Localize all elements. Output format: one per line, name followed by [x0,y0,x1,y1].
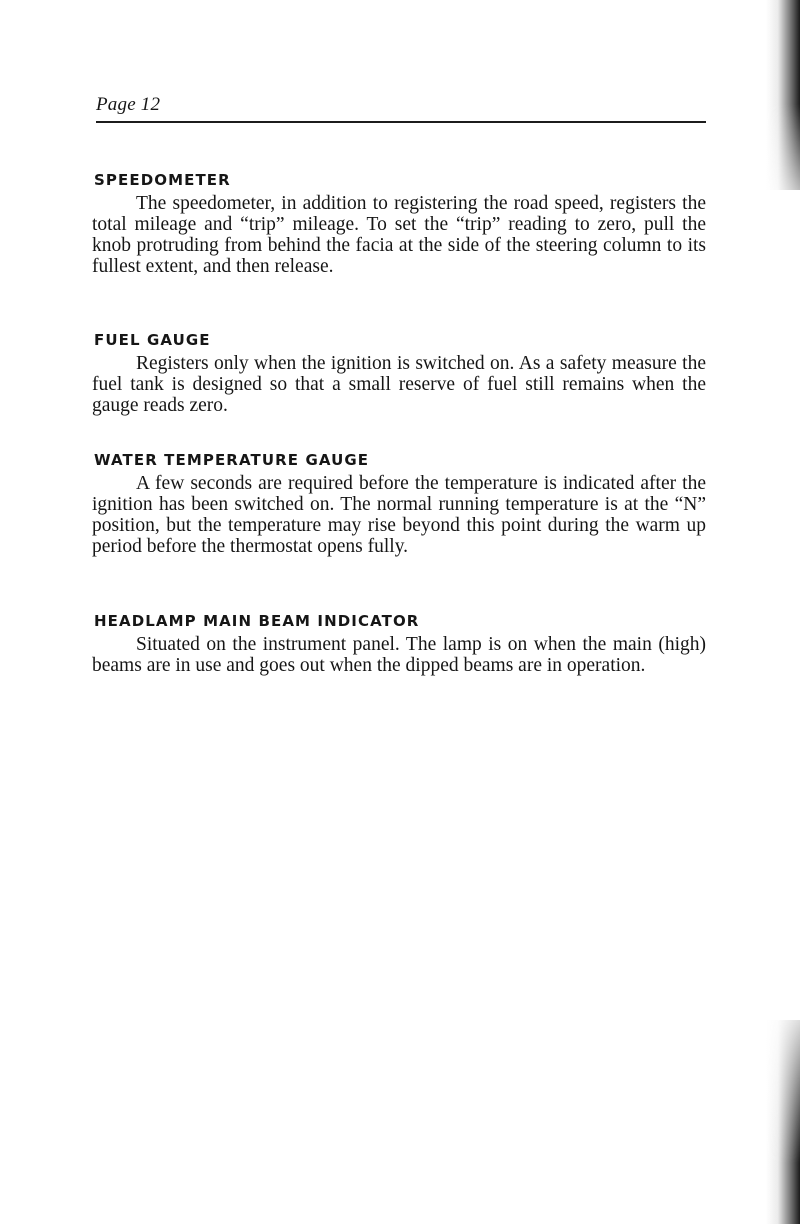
section-body: The speedometer, in addition to registering the road speed, registers the total mileage and “trip” mileage. To set the “trip” reading to zero, pull the knob protruding from behind the facia at the side of the steering column to its fullest extent, and then release. [92,193,706,277]
section-body: Situated on the instrument panel. The lamp is on when the main (high) beams are in use and goes out when the dipped beams are in operation. [92,634,706,676]
section-body: A few seconds are required before the temperature is indicated after the ignition has been switched on. The normal running temperature is at the “N” position, but the temperature may rise beyond this point during the warm up period before the thermostat opens fully. [92,473,706,557]
section-body: Registers only when the ignition is switched on. As a safety measure the fuel tank is designed so that a small reserve of fuel still remains when the gauge reads zero. [92,353,706,416]
section-speedometer [92,171,706,277]
section-water-temperature-gauge [92,451,706,557]
section-fuel-gauge [92,331,706,416]
section-heading: FUEL GAUGE [94,331,211,349]
page-header [96,94,706,116]
section-heading: SPEEDOMETER [94,171,231,189]
header-rule [96,121,706,123]
scan-edge-shadow-top [766,0,800,190]
section-heading: HEADLAMP MAIN BEAM INDICATOR [94,612,420,630]
section-heading: WATER TEMPERATURE GAUGE [94,451,370,469]
scan-edge-shadow-bottom [766,1020,800,1224]
page-number: Page 12 [96,94,161,115]
section-headlamp-main-beam-indicator [92,612,706,676]
